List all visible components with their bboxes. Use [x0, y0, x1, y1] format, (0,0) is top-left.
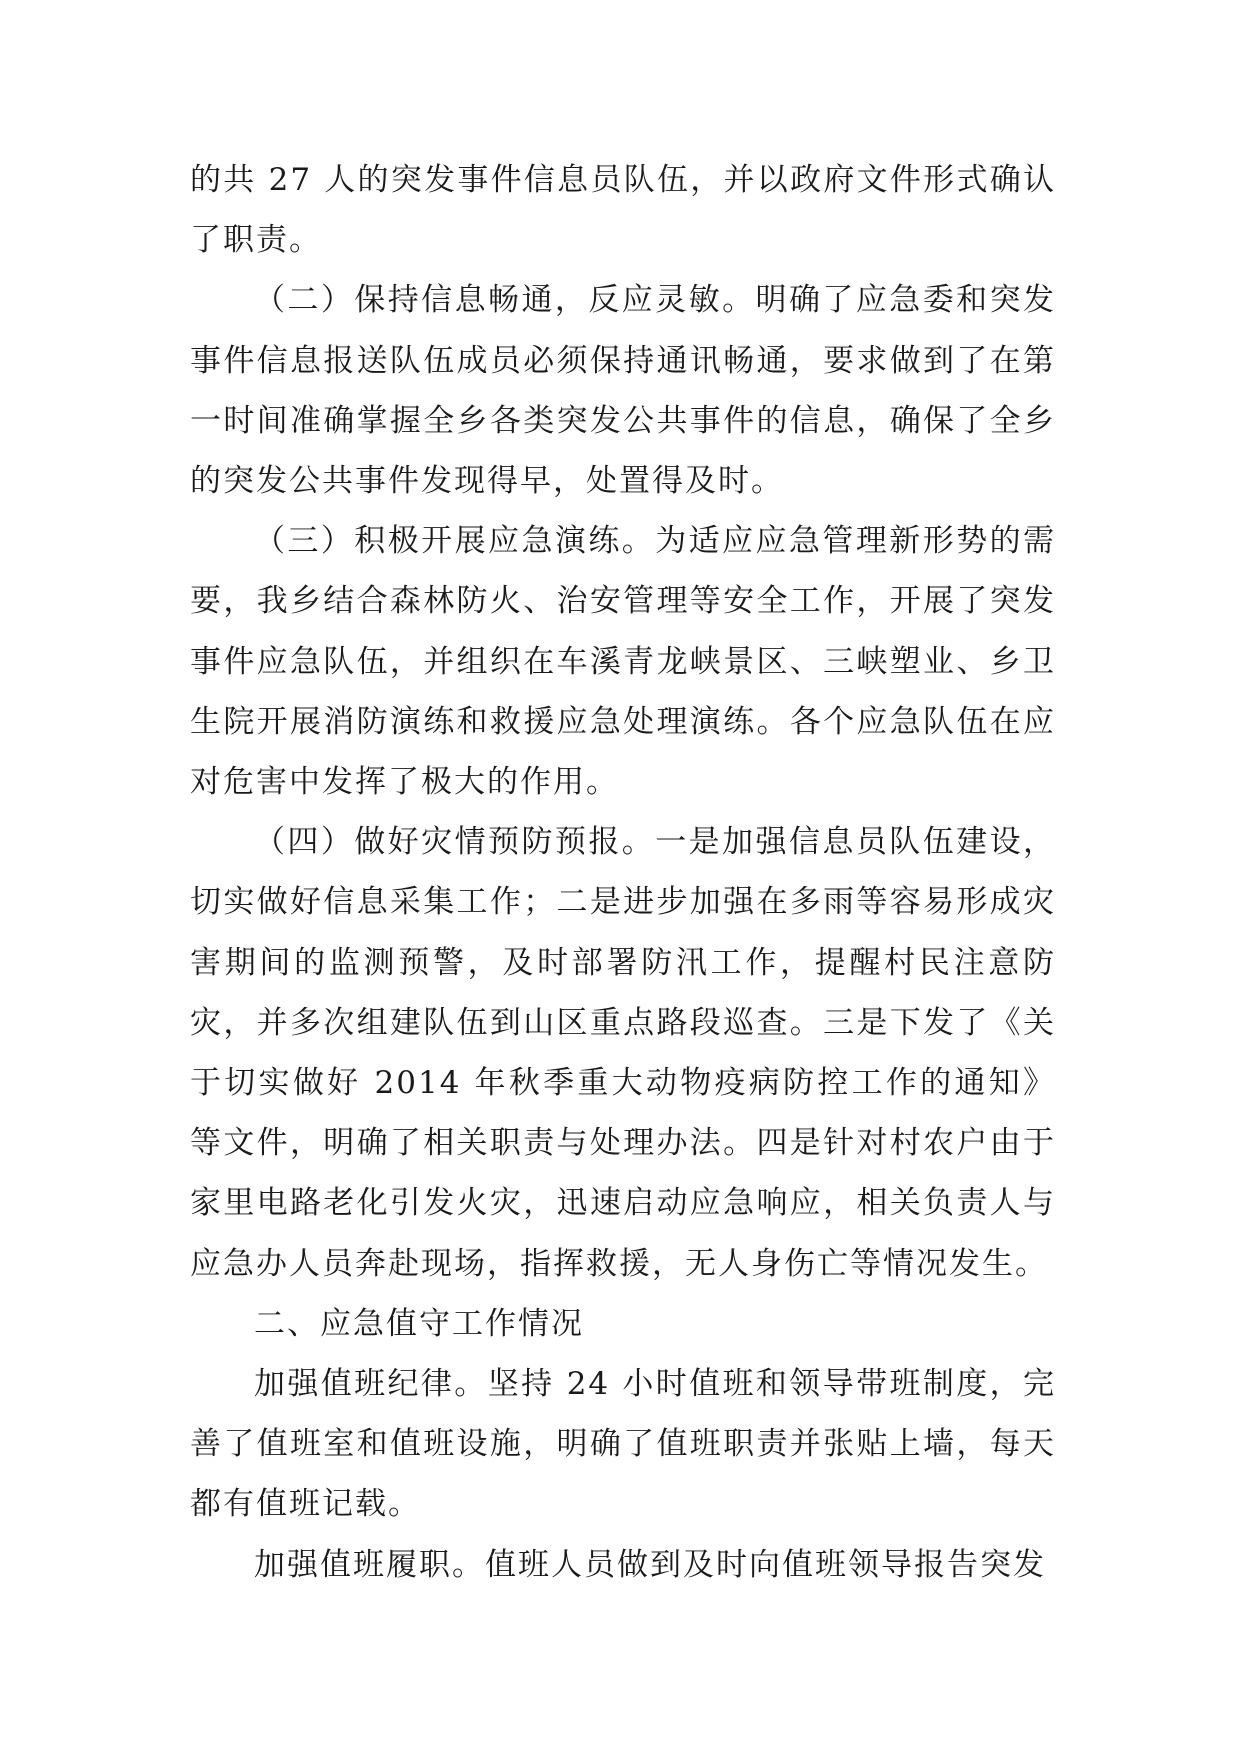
- paragraph-drills: （三）积极开展应急演练。为适应应急管理新形势的需要，我乡结合森林防火、治安管理等安全工作，开展了突发事件应急队伍，并组织在车溪青龙峡景区、三峡塑业、乡卫生院开展消防演练和救援应急处理演练。各个应急队伍在应对危害中发挥了极大的作用。: [190, 523, 1056, 801]
- section-heading-duty: 二、应急值守工作情况: [254, 1305, 584, 1342]
- paragraph-duty-performance: 加强值班履职。值班人员做到及时向值班领导报告突发: [254, 1546, 1046, 1583]
- paragraph-disaster-forecast: （四）做好灾情预防预报。一是加强信息员队伍建设，切实做好信息采集工作；二是进步加强在多雨等容易形成灾害期间的监测预警，及时部署防汛工作，提醒村民注意防灾，并多次组建队伍到山区重点路段巡查。三是下发了《关于切实做好 2014 年秋季重大动物疫病防控工作的通知》等文件，明确了相关职责与处理办法。四是针对村农户由于家里电路老化引发火灾，迅速启动应急响应，相关负责人与应急办人员奔赴现场，指挥救援，无人身伤亡等情况发生。: [190, 824, 1056, 1282]
- paragraph-staff-team: 的共 27 人的突发事件信息员队伍，并以政府文件形式确认了职责。: [190, 162, 1056, 259]
- paragraph-duty-discipline: 加强值班纪律。坚持 24 小时值班和领导带班制度，完善了值班室和值班设施，明确了值班职责并张贴上墙，每天都有值班记载。: [190, 1366, 1056, 1523]
- document-body: [190, 150, 1056, 1595]
- paragraph-info-flow: （二）保持信息畅通，反应灵敏。明确了应急委和突发事件信息报送队伍成员必须保持通讯畅通，要求做到了在第一时间准确掌握全乡各类突发公共事件的信息，确保了全乡的突发公共事件发现得早，处置得及时。: [190, 282, 1056, 500]
